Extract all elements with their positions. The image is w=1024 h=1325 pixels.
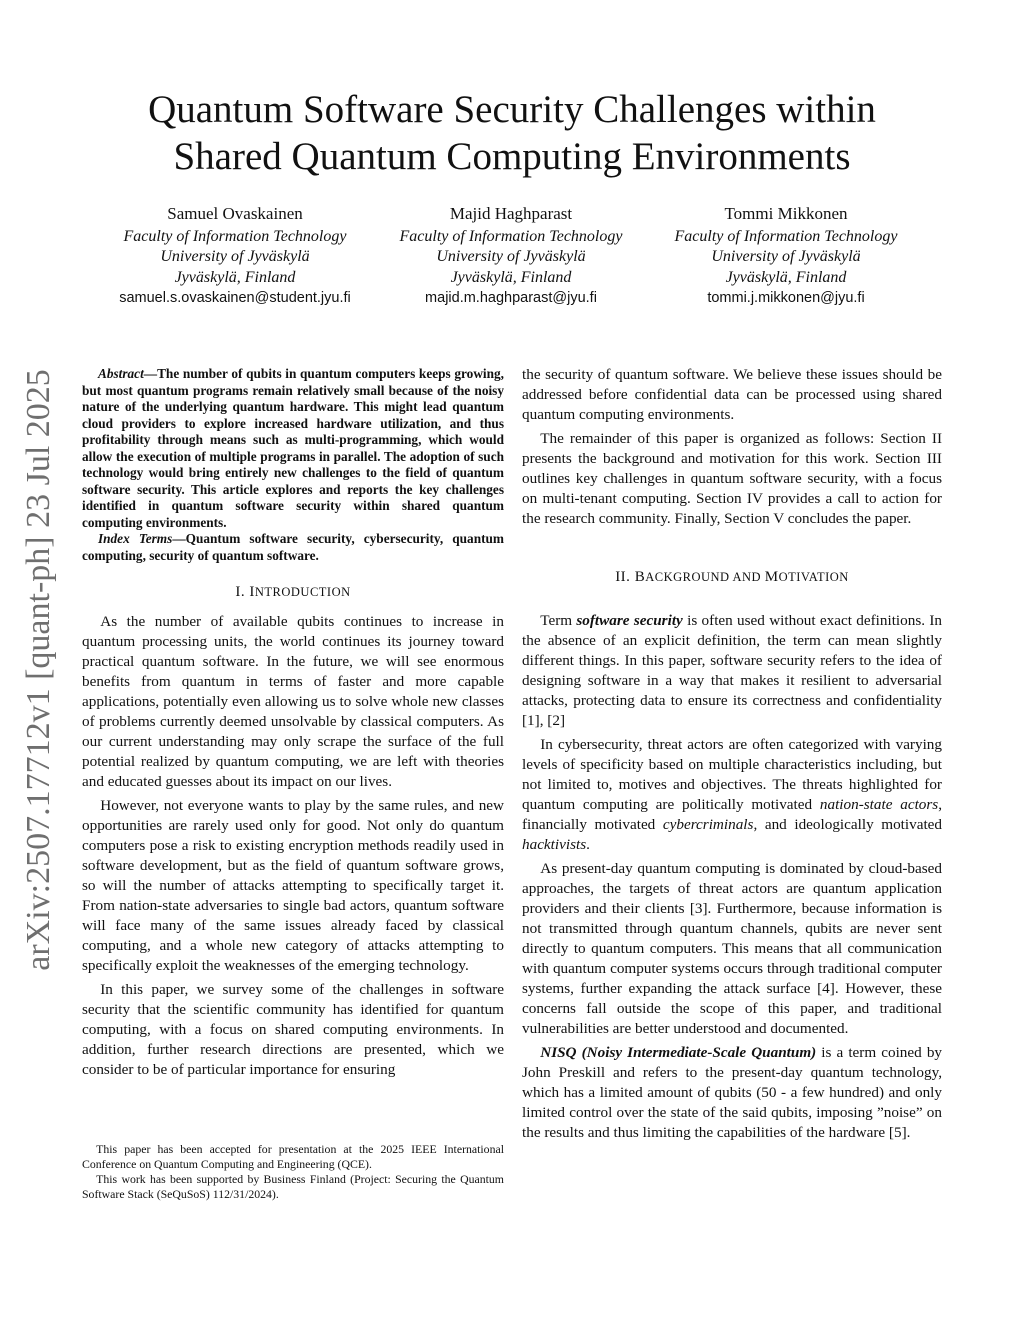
footnote-rule bbox=[82, 1134, 172, 1135]
background-paragraph-4: NISQ (Noisy Intermediate-Scale Quantum) is a term coined by John Preskill and refers to the present-day quantum technology, which has a limited amount of qubits (50 - a few hundred) and only limited control over the state of the said qubits, imposing ”noise” on the results and thus limiting the capabilities of the hardware [5]. bbox=[522, 1044, 943, 1141]
author-block-3 bbox=[636, 204, 936, 309]
arxiv-identifier: arXiv:2507.17712v1 [quant-ph] 23 Jul 2025 bbox=[20, 369, 57, 971]
author-email[interactable]: tommi.j.mikkonen@jyu.fi bbox=[707, 290, 865, 306]
author-block-2 bbox=[361, 204, 661, 309]
right-column bbox=[522, 365, 942, 1147]
intro-paragraph-1: As the number of available qubits continues to increase in quantum processing units, the world continues its journey toward practical quantum software. In the future, we will see enormous benefits from quantum in terms of faster and more capable applications, potentially even allowing us to solve whole new classes of problems currently deemed unsolvable by classical computers. As our current understanding may only scrape the surface of the full potential realized by quantum computing, we are left with theories and educated guesses about its impact on our lives. bbox=[82, 613, 504, 790]
term-software-security: software security bbox=[576, 612, 683, 629]
left-column bbox=[82, 366, 504, 1084]
author-faculty: Faculty of Information Technology bbox=[674, 227, 898, 245]
author-name: Tommi Mikkonen bbox=[724, 204, 848, 223]
author-faculty: Faculty of Information Technology bbox=[399, 227, 623, 245]
author-name: Majid Haghparast bbox=[449, 204, 573, 223]
arxiv-sidebar bbox=[14, 350, 64, 990]
term-nisq: NISQ (Noisy Intermediate-Scale Quantum) bbox=[540, 1044, 817, 1061]
intro-paragraph-5: The remainder of this paper is organized as follows: Section II presents the background and motivation for this work. Section III outlines key challenges in quantum software security, with a focus on multi-tenant computing. Section IV provides a call to action for the research community. Finally, Section V concludes the paper. bbox=[522, 430, 942, 527]
author-location: Jyväskylä, Finland bbox=[450, 268, 572, 286]
author-university: University of Jyväskylä bbox=[160, 248, 310, 265]
footnote-funding: This work has been supported by Business Finland (Project: Securing the Quantum Software Stack (SeQuSoS) 112/31/2024). bbox=[82, 1172, 504, 1201]
footnotes bbox=[82, 1142, 504, 1202]
background-paragraph-1: Term software security is often used without exact definitions. In the absence of an explicit definition, the term can mean slightly different things. In this paper, software security refers to the idea of designing software in a way that makes it resilient to adversarial attacks, protecting data to ensure its correctness and confidentiality [1], [2] bbox=[522, 612, 942, 729]
author-university: University of Jyväskylä bbox=[711, 248, 861, 265]
background-paragraph-3: As present-day quantum computing is dominated by cloud-based approaches, the targets of threat actors are quantum application providers and their clients [3]. Furthermore, because information is not transmitted through quantum channels, qubits are never sent directly to quantum computers. This means that all communication with quantum computer systems occurs through traditional computer systems, further expanding the attack surface [4]. However, these concerns fall outside the scope of this paper, and traditional vulnerabilities are better understood and documented. bbox=[522, 860, 942, 1037]
intro-paragraph-3: In this paper, we survey some of the challenges in software security that the scientific community has identified for quantum computing, with a focus on shared computing environments. In addition, further research directions are presented, which we consider to be of particular importance for ensuring bbox=[82, 981, 504, 1078]
intro-paragraph-4: the security of quantum software. We believe these issues should be addressed before confidential data can be processed using shared quantum computing environments. bbox=[522, 366, 942, 423]
abstract-label: Abstract bbox=[97, 366, 144, 381]
section-heading-background: II. BACKGROUND AND MOTIVATION bbox=[615, 569, 849, 585]
index-terms-text: —Quantum software security, cybersecurity, quantum computing, security of quantum software. bbox=[82, 531, 504, 563]
abstract bbox=[82, 366, 504, 564]
author-university: University of Jyväskylä bbox=[436, 248, 586, 265]
abstract-text: —The number of qubits in quantum computers keeps growing, but most quantum programs remain relatively small because of the noisy nature of the underlying quantum hardware. This might lead quantum cloud providers to explore increased hardware utilization, and thus profitability through means such as multi-programming, which would allow the execution of multiple programs in parallel. The adoption of such technology would bring entirely new challenges to the field of quantum software security. This article explores and reports the key challenges identified in quantum software security within shared quantum computing environments. bbox=[82, 366, 504, 530]
footnote-acceptance: This paper has been accepted for presentation at the 2025 IEEE International Conference on Quantum Computing and Engineering (QCE). bbox=[82, 1142, 504, 1171]
author-email[interactable]: majid.m.haghparast@jyu.fi bbox=[425, 290, 597, 306]
intro-paragraph-2: However, not everyone wants to play by the same rules, and new opportunities are rarely used only for good. Not only do quantum computers pose a risk to existing encryption methods readily used in software development, but as the field of quantum software grows, so will the number of attacks attempting to specifically target it. From nation-state adversaries to single bad actors, quantum software will face many of the same issues already faced by classical computing, and a whole new category of attacks attempting to specifically exploit the weaknesses of the emerging technology. bbox=[82, 797, 504, 974]
author-location: Jyväskylä, Finland bbox=[725, 268, 847, 286]
author-faculty: Faculty of Information Technology bbox=[123, 227, 347, 245]
index-terms-label: Index Terms bbox=[97, 531, 173, 546]
author-block-1 bbox=[85, 204, 385, 309]
background-paragraph-2: In cybersecurity, threat actors are often categorized with varying levels of specificity based on multiple characteristics including, but not limited to, motives and objectives. The threats highlighted for quantum computing are politically motivated nation-state actors, financially motivated cybercriminals, and ideologically motivated hacktivists. bbox=[522, 736, 942, 853]
paper-title bbox=[60, 86, 964, 180]
author-email[interactable]: samuel.s.ovaskainen@student.jyu.fi bbox=[119, 290, 351, 306]
author-location: Jyväskylä, Finland bbox=[174, 268, 296, 286]
title-line-1: Quantum Software Security Challenges within bbox=[148, 88, 876, 131]
title-line-2: Shared Quantum Computing Environments bbox=[173, 135, 851, 178]
author-name: Samuel Ovaskainen bbox=[167, 204, 303, 223]
section-heading-introduction: I. INTRODUCTION bbox=[235, 584, 351, 600]
